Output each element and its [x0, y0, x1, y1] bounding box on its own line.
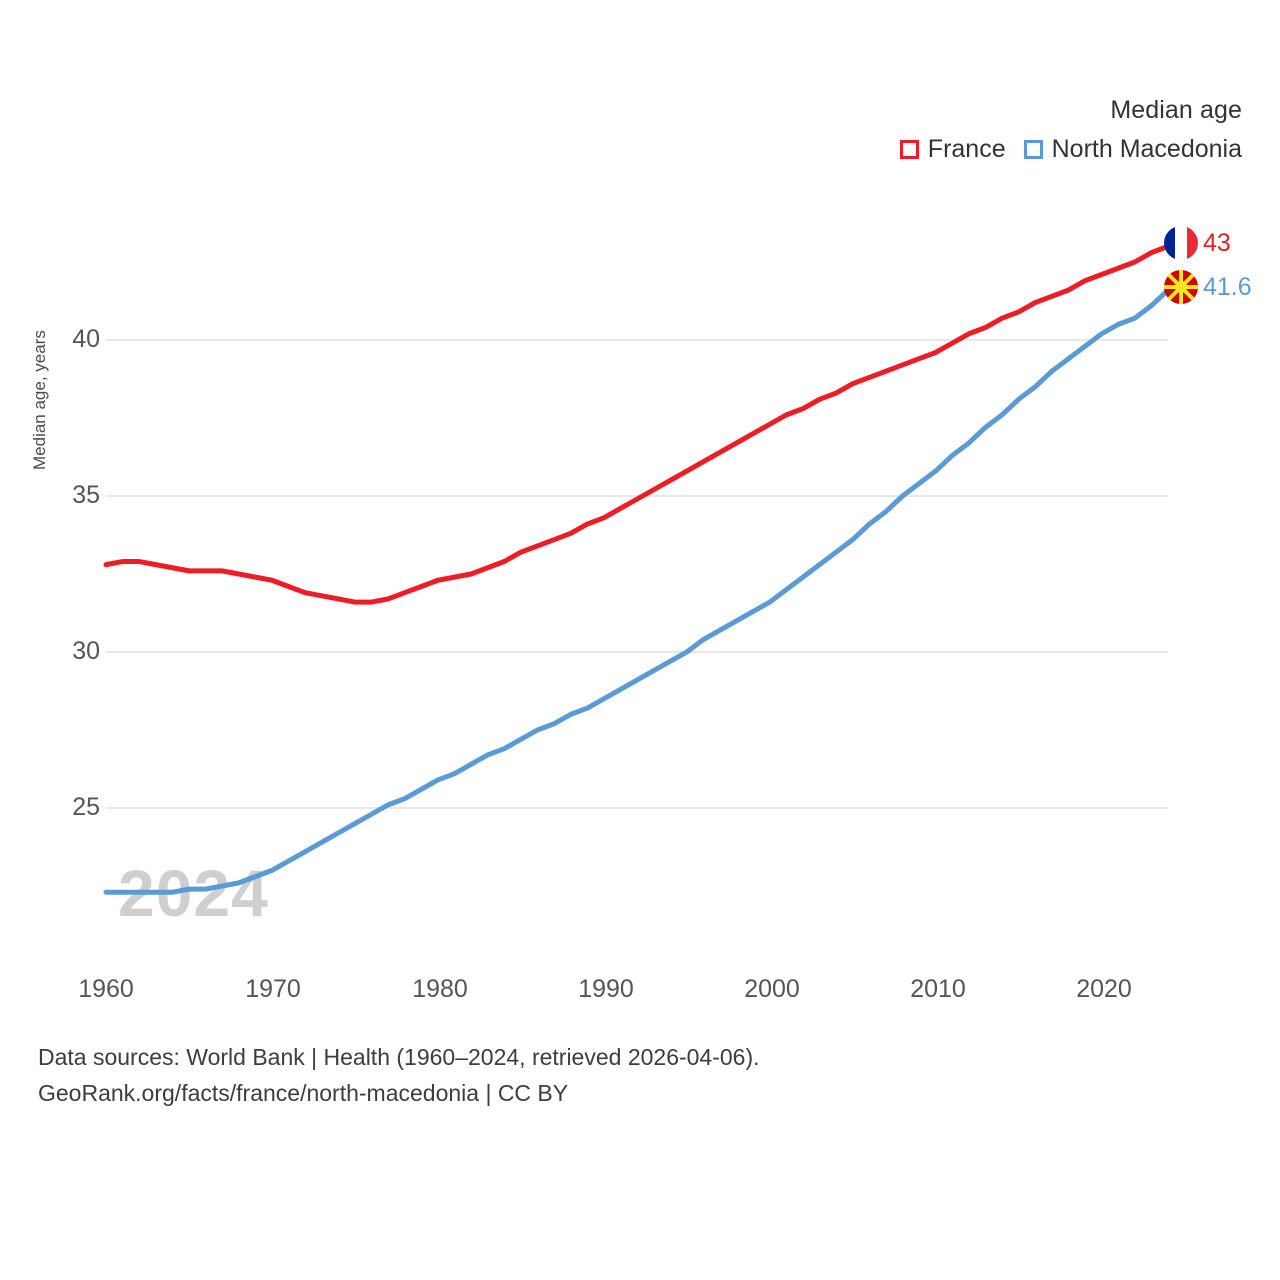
year-watermark: 2024: [118, 856, 269, 930]
flag-north-macedonia-icon: [1164, 270, 1198, 304]
y-tick-35: 35: [72, 481, 100, 509]
north-macedonia-endpoint-value: 41.6: [1203, 272, 1252, 301]
legend-title: Median age: [1110, 96, 1242, 124]
x-tick-2000: 2000: [744, 975, 800, 1003]
france-endpoint-value: 43: [1203, 228, 1231, 257]
x-tick-1990: 1990: [578, 975, 634, 1003]
france-endpoint: [1164, 226, 1231, 260]
x-tick-1960: 1960: [78, 975, 134, 1003]
footer-sources: [38, 1040, 760, 1111]
legend-label-france: France: [927, 135, 1006, 163]
x-tick-1980: 1980: [412, 975, 468, 1003]
legend-label-north-macedonia: North Macedonia: [1051, 135, 1242, 163]
y-tick-25: 25: [72, 793, 100, 821]
x-tick-2010: 2010: [910, 975, 966, 1003]
y-tick-40: 40: [72, 325, 100, 353]
flag-france-icon: [1164, 226, 1198, 260]
x-tick-2020: 2020: [1076, 975, 1132, 1003]
series-line-france: [106, 246, 1168, 602]
footer-line-1: Data sources: World Bank | Health (1960–2024, retrieved 2026-04-06).: [38, 1044, 760, 1070]
y-axis-title: Median age, years: [30, 330, 49, 470]
footer-line-2: GeoRank.org/facts/france/north-macedonia | CC BY: [38, 1079, 569, 1106]
x-tick-1970: 1970: [245, 975, 301, 1003]
north-macedonia-endpoint: [1164, 270, 1252, 304]
series-line-north-macedonia: [106, 290, 1168, 892]
y-tick-30: 30: [72, 637, 100, 665]
